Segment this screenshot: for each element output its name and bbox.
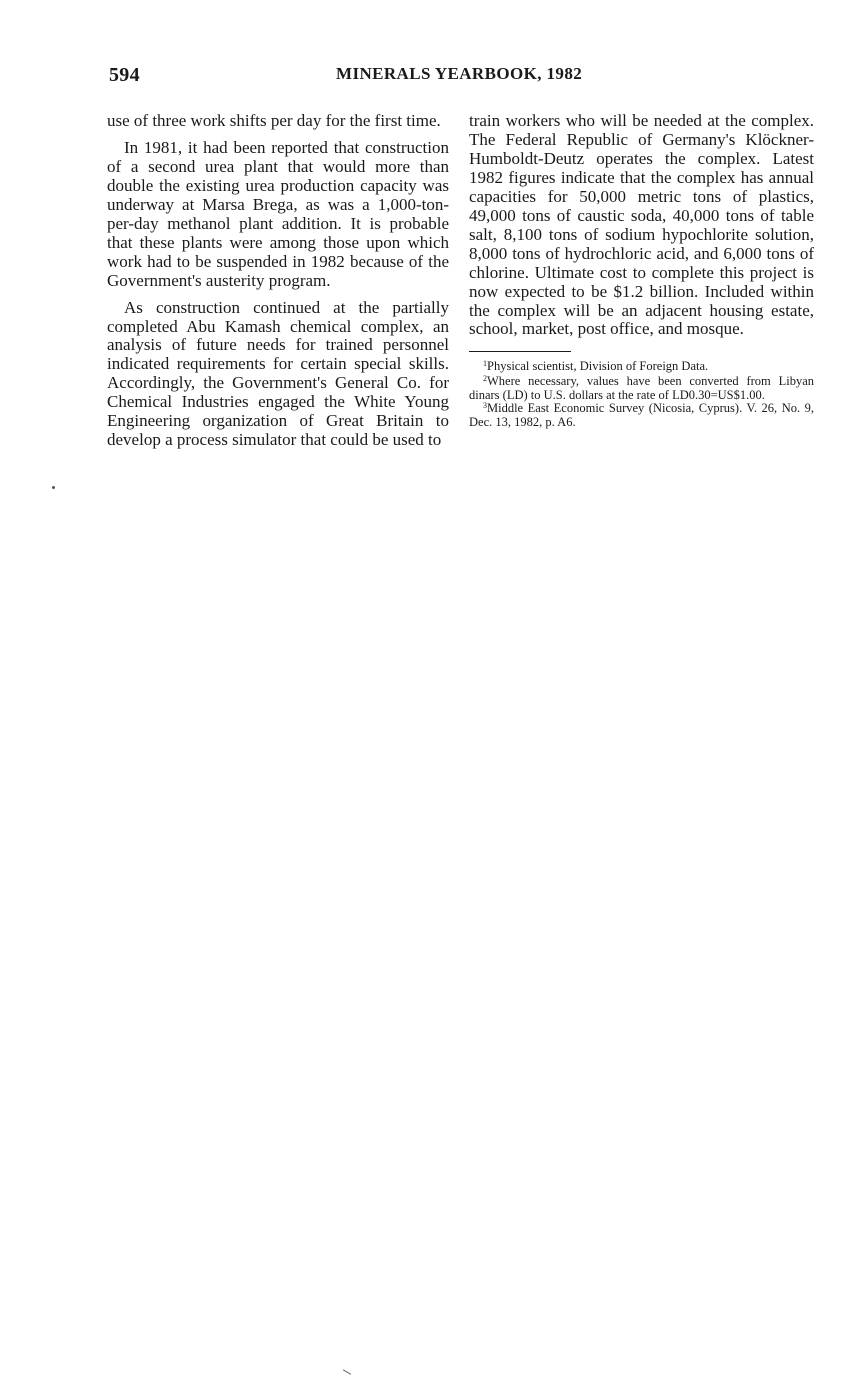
footnote-text: Middle East Economic Survey (Nicosia, Cyprus). V. 26, No. 9, Dec. 13, 1982, p. A6. bbox=[469, 400, 814, 429]
footnote-1 bbox=[469, 360, 814, 374]
page-number: 594 bbox=[109, 64, 140, 86]
footnote-text: Physical scientist, Division of Foreign Data. bbox=[487, 359, 709, 374]
footnote-2 bbox=[469, 375, 814, 402]
footnote-marker: 1 bbox=[483, 359, 487, 369]
scan-speck bbox=[52, 486, 55, 489]
paragraph-complex-capacities: train workers who will be needed at the complex. The Federal Republic of Germany's Klöckner-Humboldt-Deutz operates the complex. Latest 1982 figures indicate that the complex has annual capacities for 50,000 metric tons of plastics, 49,000 tons of caustic soda, 40,000 tons of table salt, 8,100 tons of sodium hypochlorite solution, 8,000 tons of hydrochloric acid, and 6,000 tons of chlorine. Ultimate cost to complete this project is now expected to be $1.2 billion. Included within the complex will be an adjacent housing estate, school, market, post office, and mosque. bbox=[469, 111, 814, 339]
scan-mark bbox=[343, 1364, 354, 1375]
footnote-marker: 3 bbox=[483, 400, 487, 410]
footnote-marker: 2 bbox=[483, 373, 487, 383]
left-column bbox=[107, 112, 449, 450]
right-column bbox=[469, 112, 814, 429]
footnote-text: Where necessary, values have been converted from Libyan dinars (LD) to U.S. dollars at the rate of LD0.30=US$1.00. bbox=[469, 373, 814, 402]
paragraph-abu-kamash: As construction continued at the partially completed Abu Kamash chemical complex, an analysis of future needs for trained personnel indicated requirements for certain special skills. Accordingly, the Government's General Co. for Chemical Industries engaged the White Young Engineering organization of Great Britain to develop a process simulator that could be used to bbox=[107, 297, 449, 450]
footnote-3 bbox=[469, 402, 814, 429]
paragraph-urea-plant: In 1981, it had been reported that construction of a second urea plant that would more than double the existing urea production capacity was underway at Marsa Brega, as was a 1,000-ton-per-day methanol plant addition. It is probable that these plants were among those upon which work had to be suspended in 1982 because of the Government's austerity program. bbox=[107, 137, 449, 290]
paragraph-continuation: use of three work shifts per day for the first time. bbox=[107, 111, 441, 130]
running-head: MINERALS YEARBOOK, 1982 bbox=[336, 64, 583, 83]
footnote-rule bbox=[469, 351, 571, 352]
